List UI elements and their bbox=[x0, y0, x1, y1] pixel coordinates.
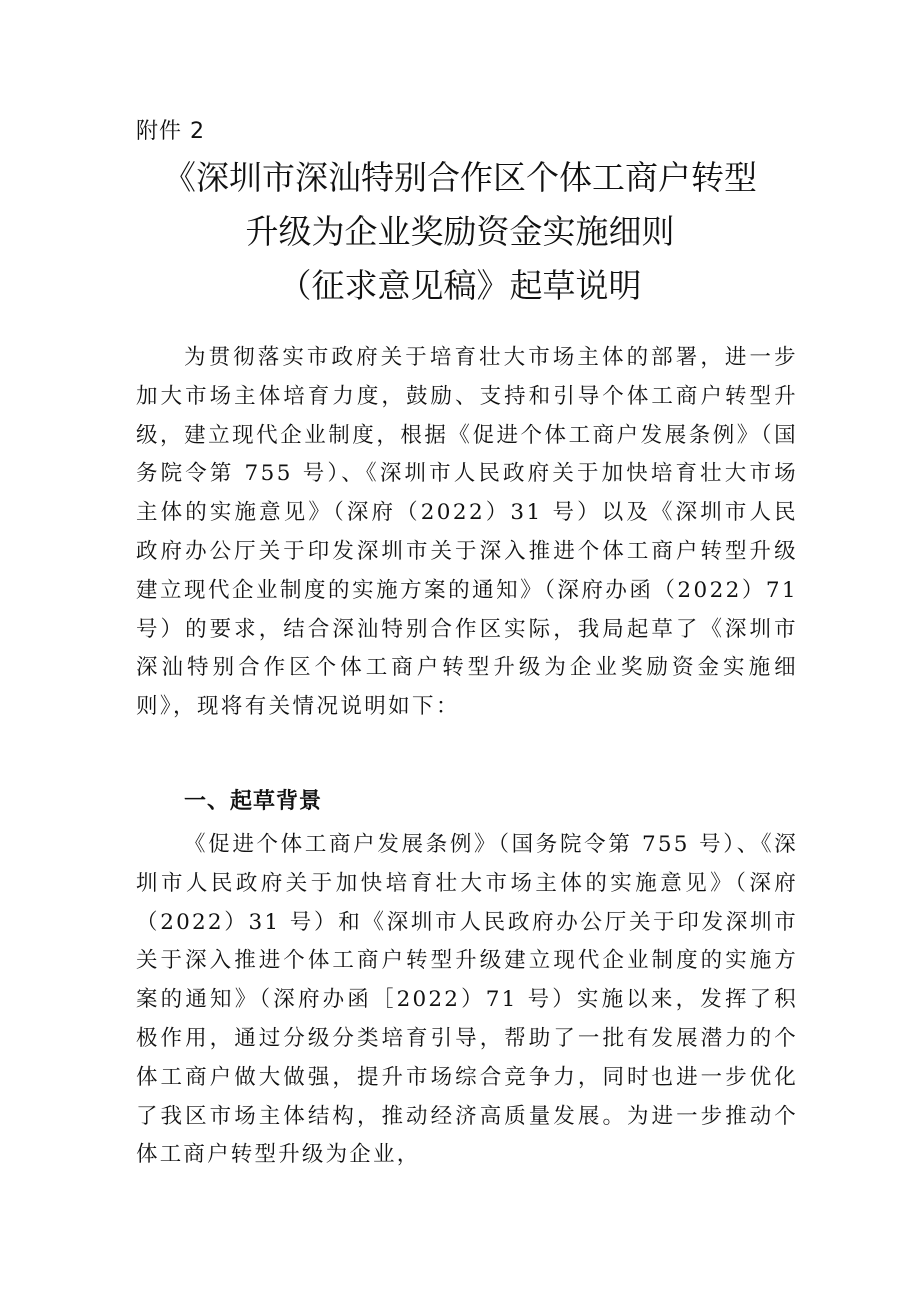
section-background-paragraph: 《促进个体工商户发展条例》（国务院令第 755 号）、《深圳市人民政府关于加快培育壮大市场主体的实施意见》（深府（2022）31 号）和《深圳市人民政府办公厅关于印发深圳市关于深入推进个体工商户转型升级建立现代企业制度的实施方案的通知》（深府办函［2022）71 号）实施以来，发挥了积极作用，通过分级分类培育引导，帮助了一批有发展潜力的个体工商户做大做强，提升市场综合竞争力，同时也进一步优化了我区市场主体结构，推动经济高质量发展。为进一步推动个体工商户转型升级为企业， bbox=[136, 832, 798, 1168]
document-title-line-2: 升级为企业奖励资金实施细则 bbox=[245, 212, 675, 251]
section-heading-background: 一、起草背景 bbox=[184, 789, 323, 814]
document-title-line-3: （征求意见稿》起草说明 bbox=[278, 266, 642, 305]
attachment-label: 附件 2 bbox=[136, 119, 205, 144]
document-title-line-1: 《深圳市深汕特别合作区个体工商户转型 bbox=[163, 158, 757, 197]
intro-paragraph: 为贯彻落实市政府关于培育壮大市场主体的部署，进一步加大市场主体培育力度，鼓励、支持和引导个体工商户转型升级，建立现代企业制度，根据《促进个体工商户发展条例》（国务院令第 755 号）、《深圳市人民政府关于加快培育壮大市场主体的实施意见》（深府（2022）31 号）以及《深圳市人民政府办公厅关于印发深圳市关于深入推进个体工商户转型升级建立现代企业制度的实施方案的通知》（深府办函（2022）71 号）的要求，结合深汕特别合作区实际，我局起草了《深圳市深汕特别合作区个体工商户转型升级为企业奖励资金实施细则》，现将有关情况说明如下： bbox=[136, 345, 798, 720]
